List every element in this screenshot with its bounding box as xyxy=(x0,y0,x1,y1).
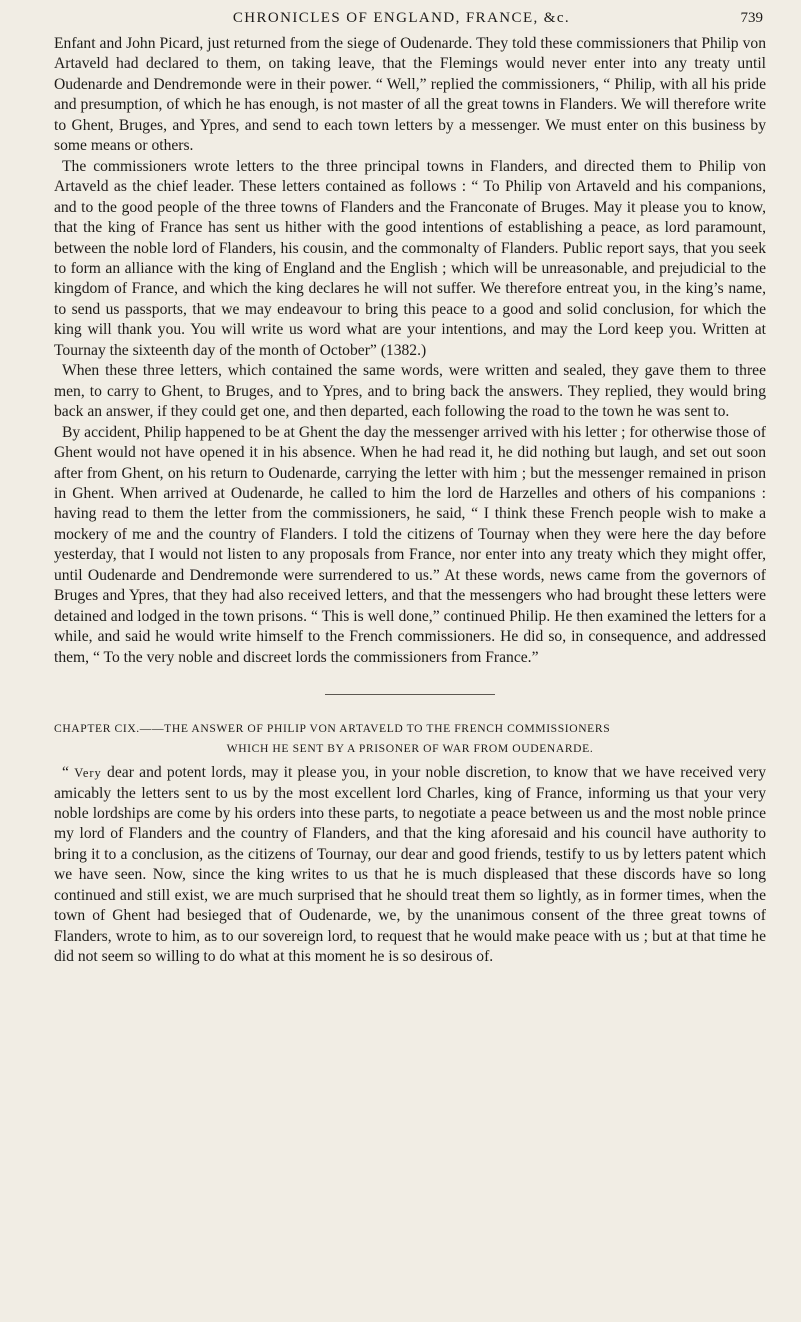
paragraph-3: When these three letters, which contained the same words, were written and sealed, they gave them to three men, to carry to Ghent, to Bruges, and to Ypres, and to bring back the answers. They replied, they would bring back an answer, if they could get one, and then departed, each following the road to the town he was sent to. xyxy=(54,362,766,421)
letter-open-quote: “ xyxy=(62,764,75,782)
page-number: 739 xyxy=(740,10,763,26)
section-divider xyxy=(325,694,495,695)
body-text xyxy=(54,34,766,968)
paragraph-4: By accident, Philip happened to be at Ghent the day the messenger arrived with his letter ; for otherwise those of Ghent would not have opened it in his absence. When he had read it, he did nothing but laugh, and set out soon after from Ghent, on his return to Oudenarde, carrying the letter with him ; but the messenger remained in prison in Ghent. When arrived at Oudenarde, he called to him the lord de Harzelles and others of his companions : having read to them the letter from the commissioners, he said, “ I think these French people wish to make a mockery of me and the country of Flanders. I told the citizens of Tournay when they were here the day before yesterday, that I would not listen to any proposals from France, nor enter into any treaty which they might offer, until Oudenarde and Dendremonde were surrendered to us.” At these words, news came from the governors of Bruges and Ypres, that they had also received letters, and that the messengers who had brought these letters were detained and lodged in the town prisons. “ This is well done,” continued Philip. He then examined the letters for a while, and said he would write himself to the French commissioners. He did so, in consequence, and addressed them, “ To the very noble and discreet lords the commissioners from France.” xyxy=(54,423,766,666)
letter-body: dear and potent lords, may it please you, in your noble discretion, to know that we have received very amicably the letters sent to us by the most excellent lord Charles, king of France, informing us that your very noble lordships are come by his orders into these parts, to negotiate a peace between us and the most noble prince my lord of Flanders and the country of Flanders, and that the king aforesaid and his council have authority to bring it to a conclusion, as the citizens of Tournay, our dear and good friends, testify to us by letters patent which we have seen. Now, since the king writes to us that he is much displeased that these discords have so long continued and still exist, we are much surprised that he should treat them so lightly, as in former times, when the town of Ghent had besieged that of Oudenarde, we, by the unanimous consent of the three great towns of Flanders, wrote to him, as to our sovereign lord, to request that he would make peace with us ; but at that time he did not seem so willing to do what at this moment he is so desirous of. xyxy=(54,764,766,966)
running-title: CHRONICLES OF ENGLAND, FRANCE, &c. xyxy=(232,10,571,26)
paragraph-1: Enfant and John Picard, just returned from the siege of Oudenarde. They told these commissioners that Philip von Artaveld had declared to them, on taking leave, that the Flemings would never enter into any treaty until Oudenarde and Dendremonde were in their power. “ Well,” replied the commissioners, “ Philip, with all his pride and presumption, of which he has enough, is not master of all the great towns in Flanders. We will therefore write to Ghent, Bruges, and Ypres, and send to each town letters by a messenger. We must enter on this business by some means or others. xyxy=(54,35,766,155)
chapter-heading-line-2: WHICH HE SENT BY A PRISONER OF WAR FROM OUDENARDE. xyxy=(226,742,594,756)
paragraph-2: The commissioners wrote letters to the three principal towns in Flanders, and directed them to Philip von Artaveld as the chief leader. These letters contained as follows : “ To Philip von Artaveld and his companions, and to the good people of the three towns of Flanders and the Franconate of Bruges. May it please you to know, that the king of France has sent us hither with the good intentions of establishing a peace, as lord paramount, between the noble lord of Flanders, his cousin, and the commonalty of Flanders. Public report says, that you seek to form an alliance with the king of England and the English ; which will be unreasonable, and prejudicial to the kingdom of France, and which the king declares he will not suffer. We therefore entreat you, in the king’s name, to send us passports, that we may endeavour to bring this peace to a good and solid conclusion, for which the king will thank you. You will write us word what are your intentions, and may the Lord keep you. Written at Tournay the sixteenth day of the month of October” (1382.) xyxy=(54,157,766,359)
letter-first-word: Very xyxy=(74,766,102,781)
chapter-heading xyxy=(54,719,766,759)
letter-paragraph xyxy=(54,763,766,968)
chapter-heading-line-1: CHAPTER CIX.——THE ANSWER OF PHILIP VON ARTAVELD TO THE FRENCH COMMISSIONERS xyxy=(54,722,611,736)
running-head xyxy=(40,6,763,30)
